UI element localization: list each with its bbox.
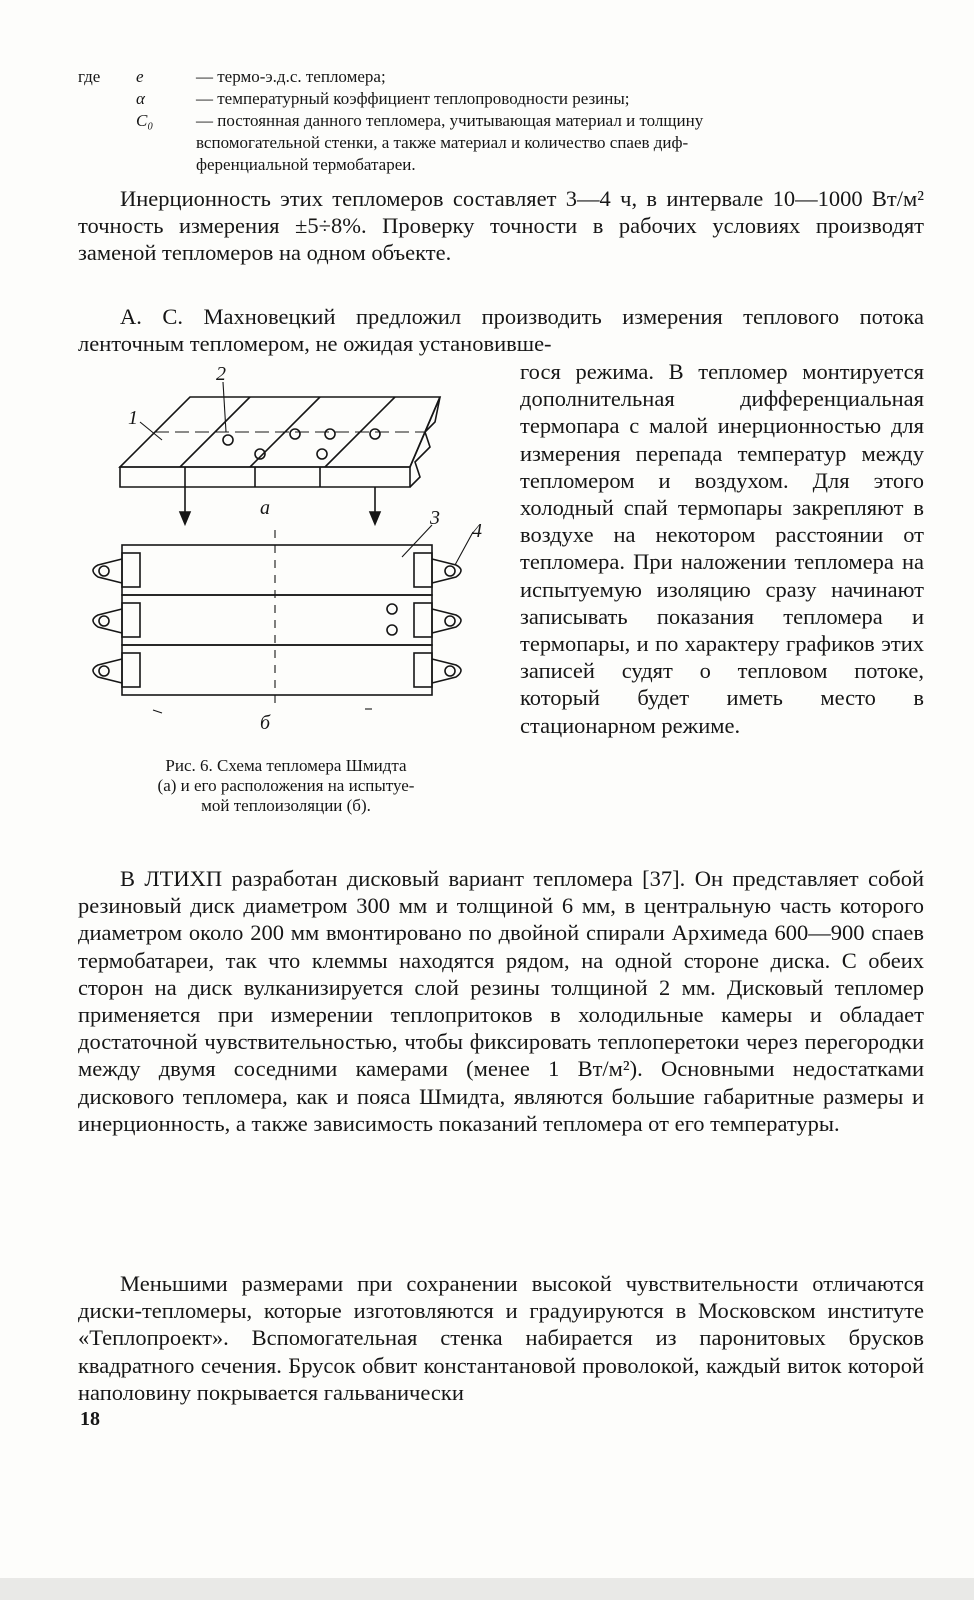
definition-text: — постоянная данного тепломера, учитывающая материал и толщину <box>196 111 704 130</box>
strip-2 <box>122 595 432 645</box>
definition-symbol: C₀ <box>136 111 154 130</box>
definition-continuation: ференциальной термобатареи. <box>196 155 416 174</box>
definition-row <box>78 88 924 110</box>
definition-row <box>78 66 924 88</box>
left-buckles <box>93 553 140 687</box>
paragraph-teploproekt: Меньшими размерами при сохранении высокой чувствительности отличаются диски-тепломеры, которые изготовляются и градуируются в Московском институте «Теплопроект». Вспомогательная стенка набирается из паронитовых брусков квадратного сечения. Брусок обвит константановой проволокой, каждый виток которой наполовину покрывается гальванически <box>78 1271 924 1405</box>
scan-bottom-edge <box>0 1578 974 1600</box>
figure-schmidt-heat-meter <box>80 362 500 747</box>
figure-label-1: 1 <box>128 407 138 429</box>
paragraph-inertia: Инерционность этих тепломеров составляет 3—4 ч, в интервале 10—1000 Вт/м² точность измерения ±5÷8%. Проверку точности в рабочих условиях производят заменой тепломеров на одном объекте. <box>78 186 924 266</box>
definitions-list <box>78 66 924 176</box>
strip-1 <box>122 545 432 595</box>
tape-front-face <box>120 467 410 487</box>
figure-label-a: а <box>260 497 270 519</box>
paragraph-makhnovetsky-wrap: гося режима. В тепломер монтируется дополнительная дифференциальная термопара с малой инерционностью для измерения перепада температур между тепломером и воздухом. Для этого холодный спай термопары закрепляют в воздухе на некотором расстоянии от тепломера. При наложении тепломера на испытуемую изоляцию сразу начинают записывать показания тепломера и термопары, и по характеру графиков этих записей судят о тепловом потоке, который будет иметь место в стационарном режиме. <box>520 359 924 738</box>
paragraph-ltikhp-disk: В ЛТИХП разработан дисковый вариант тепломера [37]. Он представляет собой резиновый диск диаметром 300 мм и толщиной 6 мм, в центральную часть которого диаметром около 200 мм вмонтировано по двойной спирали Архимеда 600—900 спаев термобатареи, так что клеммы находятся рядом, на одной стороне диска. С обеих сторон на диск вулканизируется слой резины толщиной 2 мм. Дисковый тепломер применяется при измерении теплопритоков в холодильные камеры и обладает достаточной чувствительностью, чтобы фиксировать теплоперетоки через перегородки между двумя соседними камерами (менее 1 Вт/м²). Основными недостатками дискового тепломера, как и пояса Шмидта, являются большие габаритные размеры и инерционность, а также зависимость показаний тепломера от его температуры. <box>78 866 924 1136</box>
figure-drawing <box>80 362 500 747</box>
caption-line: (а) и его расположения на испытуе- <box>157 776 415 795</box>
figure-label-2: 2 <box>216 363 226 385</box>
figure-label-4: 4 <box>472 520 482 542</box>
definition-symbol: e <box>136 67 144 86</box>
paragraph-makhnovetsky-start: А. С. Махновецкий предложил производить измерения теплового потока ленточным тепломером, не ожидая установивше- <box>78 304 924 357</box>
strip-3 <box>122 645 432 695</box>
figure-caption <box>80 756 492 816</box>
definition-row <box>78 110 924 132</box>
definition-head <box>78 88 136 110</box>
caption-line: мой теплоизоляции (б). <box>201 796 371 815</box>
caption-line: Рис. 6. Схема тепломера Шмидта <box>165 756 407 775</box>
figure-label-b: б <box>260 712 271 734</box>
definition-head: где <box>78 67 101 86</box>
definition-text: — термо-э.д.с. тепломера; <box>196 67 386 86</box>
page-number: 18 <box>80 1408 100 1430</box>
definition-symbol: α <box>136 89 145 108</box>
right-buckles <box>414 553 461 687</box>
definition-head <box>78 110 136 132</box>
figure-label-3: 3 <box>430 507 440 529</box>
tape-torn-edge <box>410 397 440 487</box>
definition-text: — температурный коэффициент теплопроводности резины; <box>196 89 630 108</box>
definition-continuation: вспомогательной стенки, а также материал и количество спаев диф- <box>196 133 689 152</box>
